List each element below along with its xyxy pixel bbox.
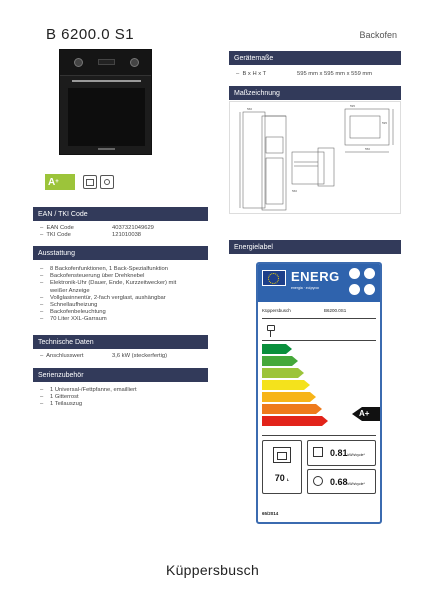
energy-class-badge: A + <box>45 174 75 190</box>
oven-image <box>59 49 152 155</box>
list-item: Backofensteuerung über Drehknebel <box>50 273 145 280</box>
footer-logo: Küppersbusch <box>165 562 260 578</box>
section-geraetemasse: Gerätemaße <box>229 51 401 65</box>
section-energielabel: Energielabel <box>229 240 401 254</box>
class-arrow: A <box>262 380 304 390</box>
consumption-box-1: 0.81kWh/cycle* <box>307 440 376 466</box>
display-icon <box>98 59 115 65</box>
door-handle <box>72 80 141 82</box>
energ-title: ENERG <box>291 269 340 284</box>
plug-icon <box>264 325 280 338</box>
svg-text:560: 560 <box>247 107 253 111</box>
list-item: Schnellaufheizung <box>50 302 98 309</box>
class-arrow: A++ <box>262 356 292 366</box>
svg-text:550: 550 <box>365 147 371 151</box>
list-item: weißer Anzeige <box>50 287 90 294</box>
ausstattung-list: – 8 Backofenfunktionen, 1 Back-Spezialfunktion – Backofensteuerung über Drehknebel – Elektronik-Uhr (Dauer, Ende, Kurzzeitwecker) mit weißer Anzeige – Vollglasinnentür, 2-fach verglast, aushängbar – Schnellaufheizung – Backofenbeleuchtung – 70 Liter XXL-Garraum <box>40 266 177 323</box>
eu-flag-icon <box>262 270 286 286</box>
energy-class-scale <box>262 344 342 430</box>
class-arrow: A+ <box>262 368 298 378</box>
model-title: B 6200.0 S1 <box>46 26 135 43</box>
svg-text:595: 595 <box>350 104 356 108</box>
svg-text:560: 560 <box>292 189 298 193</box>
svg-text:595: 595 <box>382 121 388 125</box>
rating-value: A+ <box>359 409 370 418</box>
oven-logo <box>98 148 115 150</box>
section-ausstattung: Ausstattung <box>33 246 208 260</box>
category-label: Backofen <box>359 30 397 40</box>
list-item: 1 Universal-/Fettpfanne, emailliert <box>50 387 137 393</box>
list-item: Elektronik-Uhr (Dauer, Ende, Kurzzeitwecker) mit <box>50 280 177 287</box>
list-item: 8 Backofenfunktionen, 1 Back-Spezialfunktion <box>50 266 168 272</box>
oven-icon <box>273 447 291 463</box>
oven-function-icon <box>83 175 97 189</box>
class-arrow: B <box>262 392 310 402</box>
volume-box: 70 L <box>262 440 302 494</box>
list-item: 1 Gitterrost <box>50 394 79 401</box>
regulation-number: 65/2014 <box>262 511 279 516</box>
dimension-drawing <box>229 101 401 214</box>
section-zubehoer: Serienzubehör <box>33 368 208 382</box>
energy-label: ENERG energia · ενέργεια Küppersbusch B6200.0S1 A+++ A++ A+ A B C D A+ 70 L 0.81kWh/cycle* 0.68kWh/cycle* 65/2014 <box>256 262 382 524</box>
list-item: 1 Teilauszug <box>50 401 83 408</box>
class-arrow: A+++ <box>262 344 286 354</box>
class-arrow: D <box>262 416 322 426</box>
knob-right-icon <box>130 58 139 67</box>
consumption-box-2: 0.68kWh/cycle* <box>307 469 376 494</box>
section-ean: EAN / TKI Code <box>33 207 208 221</box>
class-arrow: C <box>262 404 316 414</box>
section-technik: Technische Daten <box>33 335 208 349</box>
knob-left-icon <box>74 58 83 67</box>
list-item: 70 Liter XXL-Garraum <box>50 316 107 323</box>
section-masszeichnung: Maßzeichnung <box>229 86 401 100</box>
oven-conventional-icon <box>313 447 323 457</box>
list-item: Vollglasinnentür, 2-fach verglast, aushängbar <box>50 294 166 301</box>
fan-icon <box>313 476 323 486</box>
timer-icon <box>100 175 114 189</box>
list-item: Backofenbeleuchtung <box>50 309 106 316</box>
